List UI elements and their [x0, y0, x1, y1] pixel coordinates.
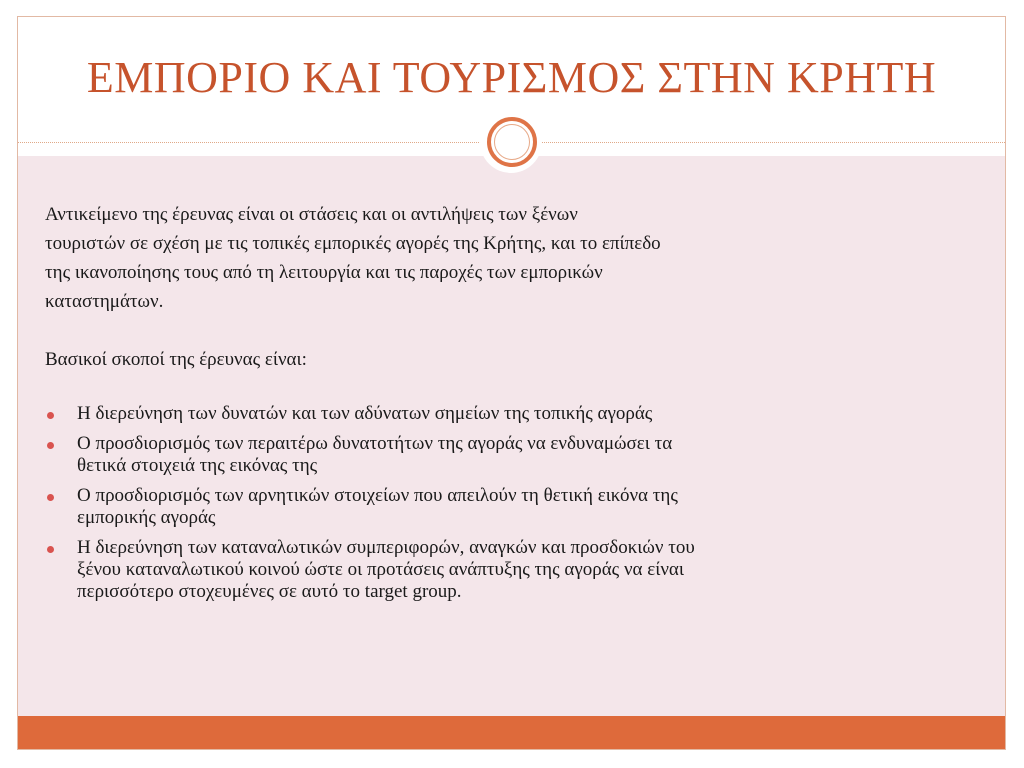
list-item-line: Η διερεύνηση των δυνατών και των αδύνατων σημείων της τοπικής αγοράς [77, 403, 653, 424]
bullet-dot-icon [47, 412, 54, 419]
intro-line: Αντικείμενο της έρευνας είναι οι στάσεις και οι αντιλήψεις των ξένων [45, 204, 578, 225]
list-item [45, 403, 965, 425]
list-item-line: Η διερεύνηση των καταναλωτικών συμπεριφορών, αναγκών και προσδοκιών του [77, 537, 695, 558]
footer-bar [18, 716, 1005, 749]
list-item-line: Ο προσδιορισμός των περαιτέρω δυνατοτήτων της αγοράς να ενδυναμώσει τα [77, 433, 673, 454]
list-item-line: θετικά στοιχειά της εικόνας της [77, 455, 318, 476]
intro-line: της ικανοποίησης τους από τη λειτουργία και τις παροχές των εμπορικών [45, 262, 603, 283]
list-item-line: εμπορικής αγοράς [77, 507, 216, 528]
list-item-line: Ο προσδιορισμός των αρνητικών στοιχείων που απειλούν τη θετική εικόνα της [77, 485, 678, 506]
intro-line: καταστημάτων. [45, 291, 164, 312]
intro-line: τουριστών σε σχέση με τις τοπικές εμπορικές αγορές της Κρήτης, και το επίπεδο [45, 233, 661, 254]
ring-ornament-icon [487, 117, 537, 167]
bullet-dot-icon [47, 494, 54, 501]
bullet-dot-icon [47, 546, 54, 553]
list-item-line: ξένου καταναλωτικού κοινού ώστε οι προτάσεις ανάπτυξης της αγοράς να είναι [77, 559, 684, 580]
slide-body [45, 200, 965, 611]
bullet-dot-icon [47, 442, 54, 449]
list-item [45, 537, 965, 603]
intro-paragraph [45, 200, 965, 316]
list-item [45, 433, 965, 477]
list-item [45, 485, 965, 529]
goals-heading: Βασικοί σκοποί της έρευνας είναι: [45, 349, 307, 370]
list-item-line: περισσότερο στοχευμένες σε αυτό το target group. [77, 581, 462, 602]
goals-list [45, 403, 965, 603]
slide-title: ΕΜΠΟΡΙΟ ΚΑΙ ΤΟΥΡΙΣΜΟΣ ΣΤΗΝ ΚΡΗΤΗ [86, 53, 937, 102]
